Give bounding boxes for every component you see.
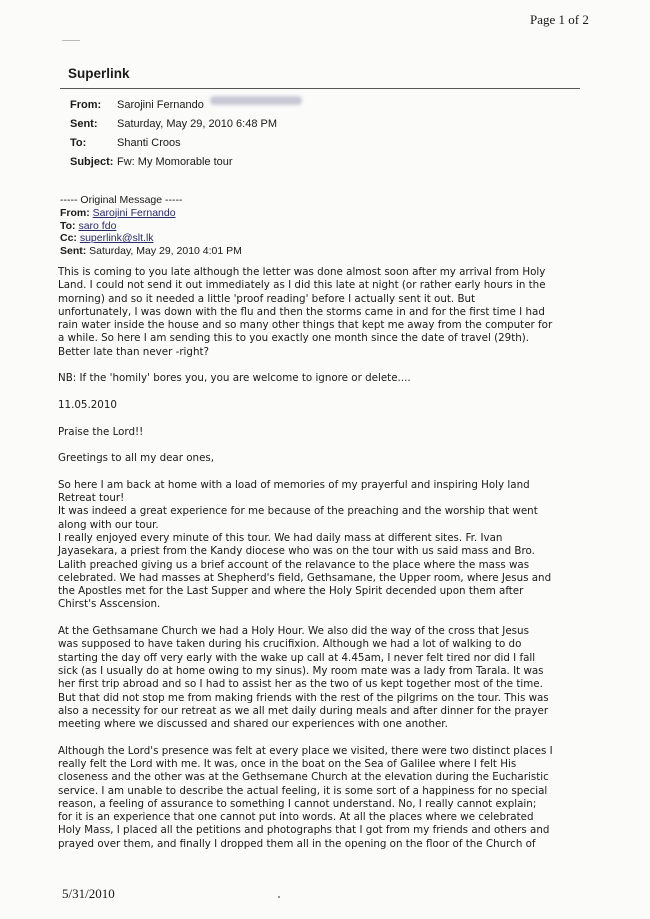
redacted-email <box>210 96 302 105</box>
orig-cc-link[interactable]: superlink@slt.lk <box>79 232 154 245</box>
orig-to-link[interactable]: saro fdo <box>78 219 117 232</box>
from-value: Sarojini Fernando <box>117 99 204 111</box>
original-divider: ----- Original Message ----- <box>60 194 183 206</box>
orig-sent-row <box>60 245 242 258</box>
body-paragraph: NB: If the 'homily' bores you, you are welcome to ignore or delete.... <box>58 372 411 385</box>
sent-value: Saturday, May 29, 2010 6:48 PM <box>117 118 277 130</box>
orig-from-link[interactable]: Sarojini Fernando <box>92 206 176 219</box>
email-header <box>70 96 302 172</box>
orig-cc-row <box>60 232 242 245</box>
sent-row <box>70 115 302 134</box>
header-divider <box>60 88 580 89</box>
from-row <box>70 96 302 115</box>
footer-date: 5/31/2010 <box>62 886 115 901</box>
page-number: Page 1 of 2 <box>530 12 589 27</box>
orig-sent-value: Saturday, May 29, 2010 4:01 PM <box>89 245 242 258</box>
from-label: From: <box>70 99 102 111</box>
sent-label: Sent: <box>70 118 98 130</box>
subject-label: Subject: <box>70 156 114 168</box>
orig-from-row <box>60 207 242 220</box>
body-paragraph: Although the Lord's presence was felt at every place we visited, there were two distinct places I really felt the Lord with me. It was, once in the boat on the Sea of Galilee where I felt His closeness and the other was at the Gethsemane Church at the elevation during the Eucharistic service. I am unable to describe the actual feeling, it is some sort of a happiness for no special reason, a feeling of assurance to something I cannot understand. No, I really cannot explain; for it is an experience that one cannot put into words. At all the places where we celebrated Holy Mass, I placed all the petitions and photographs that I got from my friends and others and prayed over them, and finally I dropped them all in the opening on the floor of the Church of <box>58 744 553 850</box>
body-paragraph: So here I am back at home with a load of memories of my prayerful and inspiring Holy land Retreat tour! It was indeed a great experience for me because of the preaching and the worship that went along with our tour. I really enjoyed every minute of this tour. We had daily mass at different sites. Fr. Ivan Jayasekara, a priest from the Kandy diocese who was on the tour with us said mass and Bro. Lalith preached giving us a brief account of the relavance to the place where the mass was celebrated. We had masses at Shepherd's field, Gethsamane, the Upper room, where Jesus and the Apostles met for the Last Supper and where the Holy Spirit decended upon them after Chirst's Asscension. <box>58 478 552 611</box>
body-paragraph: Greetings to all my dear ones, <box>58 452 215 465</box>
app-title: Superlink <box>68 66 130 81</box>
subject-row <box>70 153 302 172</box>
orig-cc-label: Cc: <box>60 232 77 245</box>
orig-sent-label: Sent: <box>60 245 87 258</box>
orig-to-row <box>60 220 242 233</box>
body-paragraph: At the Gethsamane Church we had a Holy Hour. We also did the way of the cross that Jesus was supposed to have taken during his crucifixion. Although we had a lot of walking to do starting the day off very early with the wake up call at 4.45am, I never felt tired nor did I fall sick (as I usually do at home owing to my sinus). My room mate was a lady from Tarala. It was her first trip abroad and so I had to assist her as the two of us kept together most of the time. But that did not stop me from making friends with the rest of the pilgrims on the tour. This was also a necessity for our retreat as we all met daily during meals and after dinner for the prayer meeting where we discussed and shared our experiences with one another. <box>58 625 549 731</box>
orig-to-label: To: <box>60 219 76 232</box>
orig-from-label: From: <box>60 206 90 219</box>
to-value: Shanti Croos <box>117 137 181 149</box>
body-paragraph: This is coming to you late although the letter was done almost soon after my arrival from Holy Land. I could not send it out immediately as I did this late at night (or rather early hours in the morning) and so it needed a little 'proof reading' before I actually sent it out. But unfortunately, I was down with the flu and then the storms came in and for the first time I had rain water inside the house and so many other things that kept me away from the computer for a while. So here I am sending this to you exactly one month since the date of travel (29th). Better late than never -right? <box>58 266 553 358</box>
message-body <box>58 266 604 864</box>
body-paragraph: 11.05.2010 <box>58 398 117 411</box>
subject-value: Fw: My Momorable tour <box>117 156 233 168</box>
to-label: To: <box>70 137 87 149</box>
scan-mark <box>62 40 80 41</box>
body-paragraph: Praise the Lord!! <box>58 425 144 438</box>
original-message-header <box>60 194 242 258</box>
scan-dot <box>278 896 280 898</box>
to-row <box>70 134 302 153</box>
